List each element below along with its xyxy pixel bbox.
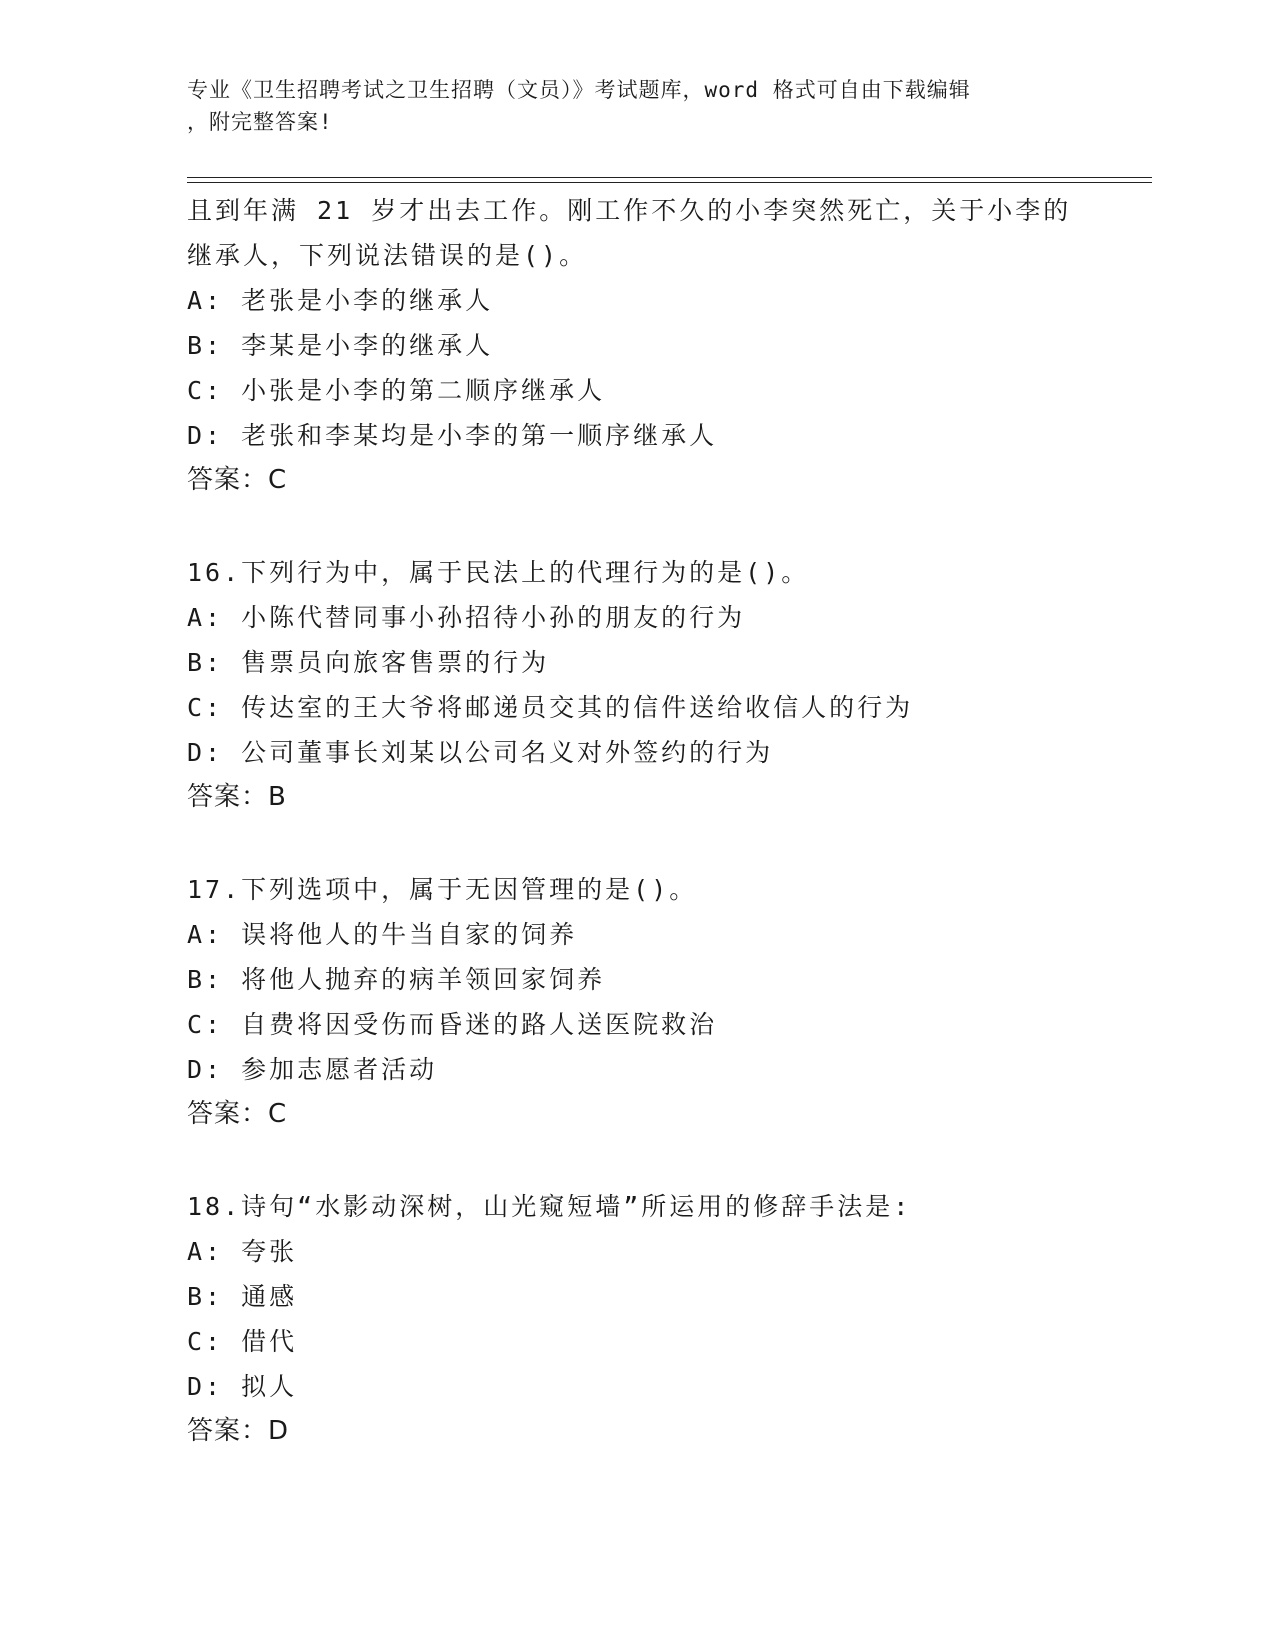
question-list	[187, 188, 1087, 1454]
spacer	[187, 820, 1087, 867]
answer-line: 答案：C	[187, 1099, 288, 1129]
option-d: D: 公司董事长刘某以公司名义对外签约的行为	[187, 738, 774, 767]
option-a: A: 小陈代替同事小孙招待小孙的朋友的行为	[187, 603, 746, 632]
question-stem: 17.下列选项中，属于无因管理的是()。	[187, 875, 698, 904]
option-c: C: 小张是小李的第二顺序继承人	[187, 376, 606, 405]
option-a: A: 老张是小李的继承人	[187, 286, 494, 315]
header-divider-top	[187, 177, 1152, 178]
option-c: C: 自费将因受伤而昏迷的路人送医院救治	[187, 1010, 718, 1039]
header-divider-bottom	[187, 182, 1152, 183]
header-line-1: 专业《卫生招聘考试之卫生招聘（文员）》考试题库，word 格式可自由下载编辑	[187, 78, 971, 102]
option-d: D: 拟人	[187, 1372, 298, 1401]
answer-line: 答案：B	[187, 782, 287, 812]
header-line-2: ，附完整答案!	[187, 110, 333, 134]
option-a: A: 误将他人的牛当自家的饲养	[187, 920, 578, 949]
answer-line: 答案：D	[187, 1416, 290, 1446]
question-stem: 18.诗句“水影动深树，山光窥短墙”所运用的修辞手法是:	[187, 1192, 912, 1221]
option-c: C: 传达室的王大爷将邮递员交其的信件送给收信人的行为	[187, 693, 914, 722]
option-d: D: 老张和李某均是小李的第一顺序继承人	[187, 421, 718, 450]
option-b: B: 李某是小李的继承人	[187, 331, 494, 360]
option-b: B: 通感	[187, 1282, 298, 1311]
option-d: D: 参加志愿者活动	[187, 1055, 438, 1084]
option-a: A: 夸张	[187, 1237, 298, 1266]
question-15	[187, 188, 1087, 503]
answer-line: 答案：C	[187, 465, 288, 495]
document-header	[187, 74, 1087, 138]
spacer	[187, 1137, 1087, 1184]
question-stem: 16.下列行为中，属于民法上的代理行为的是()。	[187, 558, 810, 587]
option-c: C: 借代	[187, 1327, 298, 1356]
question-stem-line: 继承人，下列说法错误的是()。	[187, 241, 588, 270]
option-b: B: 售票员向旅客售票的行为	[187, 648, 550, 677]
spacer	[187, 503, 1087, 550]
question-16	[187, 550, 1087, 820]
question-17	[187, 867, 1087, 1137]
option-b: B: 将他人抛弃的病羊领回家饲养	[187, 965, 606, 994]
question-stem-line: 且到年满 21 岁才出去工作。刚工作不久的小李突然死亡，关于小李的	[187, 196, 1072, 225]
question-18	[187, 1184, 1087, 1454]
